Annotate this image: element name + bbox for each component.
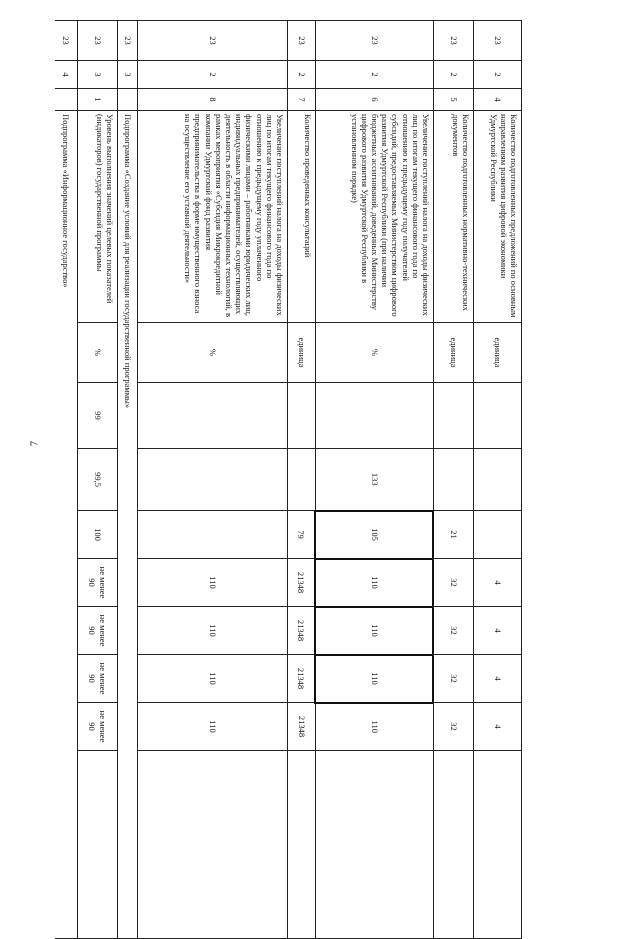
cell-value: 79: [288, 511, 316, 559]
cell-note: [288, 751, 316, 939]
cell-gp: 23: [118, 21, 138, 61]
cell-num: 7: [288, 89, 316, 111]
cell-value: 21348: [288, 559, 316, 607]
cell-gp: 23: [474, 21, 522, 61]
cell-value: [434, 449, 474, 511]
subprogram-title: Подпрограмма «Создание условий для реализации государственной программы»: [118, 111, 138, 751]
cell-indicator-name: Увеличение поступлений налога на доходы физических лиц по итогам текущего финансового года по отношению к предыдущему году получателей субсидий, предоставляемых Министерством цифрового развития Удмуртской Республики (при наличии бюджетных ассигнований, доведенных Министерству цифрового развития Удмуртской Республики в установленном порядке): [316, 111, 434, 323]
cell-value: 110: [138, 607, 288, 655]
cell-value: 110: [138, 559, 288, 607]
cell-note: [138, 751, 288, 939]
cell-gp: 23: [56, 21, 78, 61]
cell-num: 8: [138, 89, 288, 111]
cell-unit: единица: [474, 323, 522, 383]
cell-note: [118, 751, 138, 939]
cell-value: 4: [474, 607, 522, 655]
cell-gp: 23: [138, 21, 288, 61]
cell-pp: 2: [316, 61, 434, 89]
cell-indicator-name: Уровень выполнения значений целевых показателей (индикаторов) государственной программы: [78, 111, 118, 323]
cell-pp: 2: [288, 61, 316, 89]
cell-value: 105: [316, 511, 434, 559]
cell-pp: 3: [78, 61, 118, 89]
cell-indicator-name: Количество подготовленных предложений по основным направлениям развития цифровой экономики Удмуртской Республики: [474, 111, 522, 323]
cell-value: [474, 449, 522, 511]
cell-indicator-name: Количество проведенных консультаций: [288, 111, 316, 323]
cell-value: [288, 449, 316, 511]
cell-value: 32: [434, 559, 474, 607]
cell-gp: 23: [434, 21, 474, 61]
cell-value: 110: [138, 703, 288, 751]
cell-value: 110: [138, 655, 288, 703]
cell-pp: 2: [138, 61, 288, 89]
cell-value: 21: [434, 511, 474, 559]
cell-num: 4: [474, 89, 522, 111]
table-row: [138, 21, 288, 939]
subprogram-row: [56, 21, 78, 939]
cell-value: [434, 383, 474, 449]
cell-value: 110: [316, 655, 434, 703]
cell-gp: 23: [288, 21, 316, 61]
cell-num: 6: [316, 89, 434, 111]
cell-value: 110: [316, 607, 434, 655]
cell-gp: 23: [78, 21, 118, 61]
cell-value: [288, 383, 316, 449]
cell-unit: единица: [288, 323, 316, 383]
cell-value: [138, 511, 288, 559]
cell-value: 4: [474, 559, 522, 607]
cell-value: [474, 511, 522, 559]
cell-value: 99,5: [78, 449, 118, 511]
table-row: [78, 21, 118, 939]
cell-note: [474, 751, 522, 939]
cell-value: [138, 383, 288, 449]
cell-value: 21348: [288, 655, 316, 703]
cell-num: [56, 89, 78, 111]
subprogram-row: [118, 21, 138, 939]
indicators-table-container: [54, 20, 522, 888]
indicators-table: [56, 20, 523, 939]
cell-indicator-name: Количество подготовленных нормативно-технических документов: [434, 111, 474, 323]
cell-value: не менее 90: [78, 703, 118, 751]
cell-value: [138, 449, 288, 511]
cell-value: не менее 90: [78, 559, 118, 607]
cell-note: [434, 751, 474, 939]
table-row: [316, 21, 434, 939]
table-row: [434, 21, 474, 939]
table-row: [474, 21, 522, 939]
cell-value: [316, 383, 434, 449]
cell-value: 110: [316, 559, 434, 607]
cell-pp: 2: [474, 61, 522, 89]
table-row: [288, 21, 316, 939]
cell-pp: 3: [118, 61, 138, 89]
cell-value: 99: [78, 383, 118, 449]
cell-value: 32: [434, 607, 474, 655]
cell-note: [316, 751, 434, 939]
cell-value: 21348: [288, 703, 316, 751]
cell-note: [78, 751, 118, 939]
cell-note: [56, 751, 78, 939]
cell-value: 4: [474, 655, 522, 703]
cell-num: 1: [78, 89, 118, 111]
cell-unit: %: [138, 323, 288, 383]
cell-value: не менее 90: [78, 607, 118, 655]
cell-num: 5: [434, 89, 474, 111]
cell-unit: %: [316, 323, 434, 383]
cell-value: 21348: [288, 607, 316, 655]
cell-num: [118, 89, 138, 111]
cell-unit: %: [78, 323, 118, 383]
subprogram-title: Подпрограмма «Информационное государство»: [56, 111, 78, 751]
cell-value: 110: [316, 703, 434, 751]
page-number: 7: [29, 441, 41, 446]
cell-indicator-name: Увеличение поступлений налога на доходы физических лиц по итогам текущего финансового года по отношению к предыдущему году уплаченного физическими лицами – работниками юридических лиц, индивидуальных предпринимателей, осуществляющих деятельность в области информационных технологий, в рамках мероприятия «Субсидия Микрокредитной компании Удмуртский фонд развития предпринимательства в форме имущественного взноса на осуществление его уставной деятельности»: [138, 111, 288, 323]
cell-value: 32: [434, 655, 474, 703]
cell-pp: 4: [56, 61, 78, 89]
cell-value: 4: [474, 703, 522, 751]
cell-value: 133: [316, 449, 434, 511]
cell-value: 100: [78, 511, 118, 559]
cell-unit: единица: [434, 323, 474, 383]
cell-value: 32: [434, 703, 474, 751]
cell-gp: 23: [316, 21, 434, 61]
cell-value: не менее 90: [78, 655, 118, 703]
cell-value: [474, 383, 522, 449]
cell-pp: 2: [434, 61, 474, 89]
